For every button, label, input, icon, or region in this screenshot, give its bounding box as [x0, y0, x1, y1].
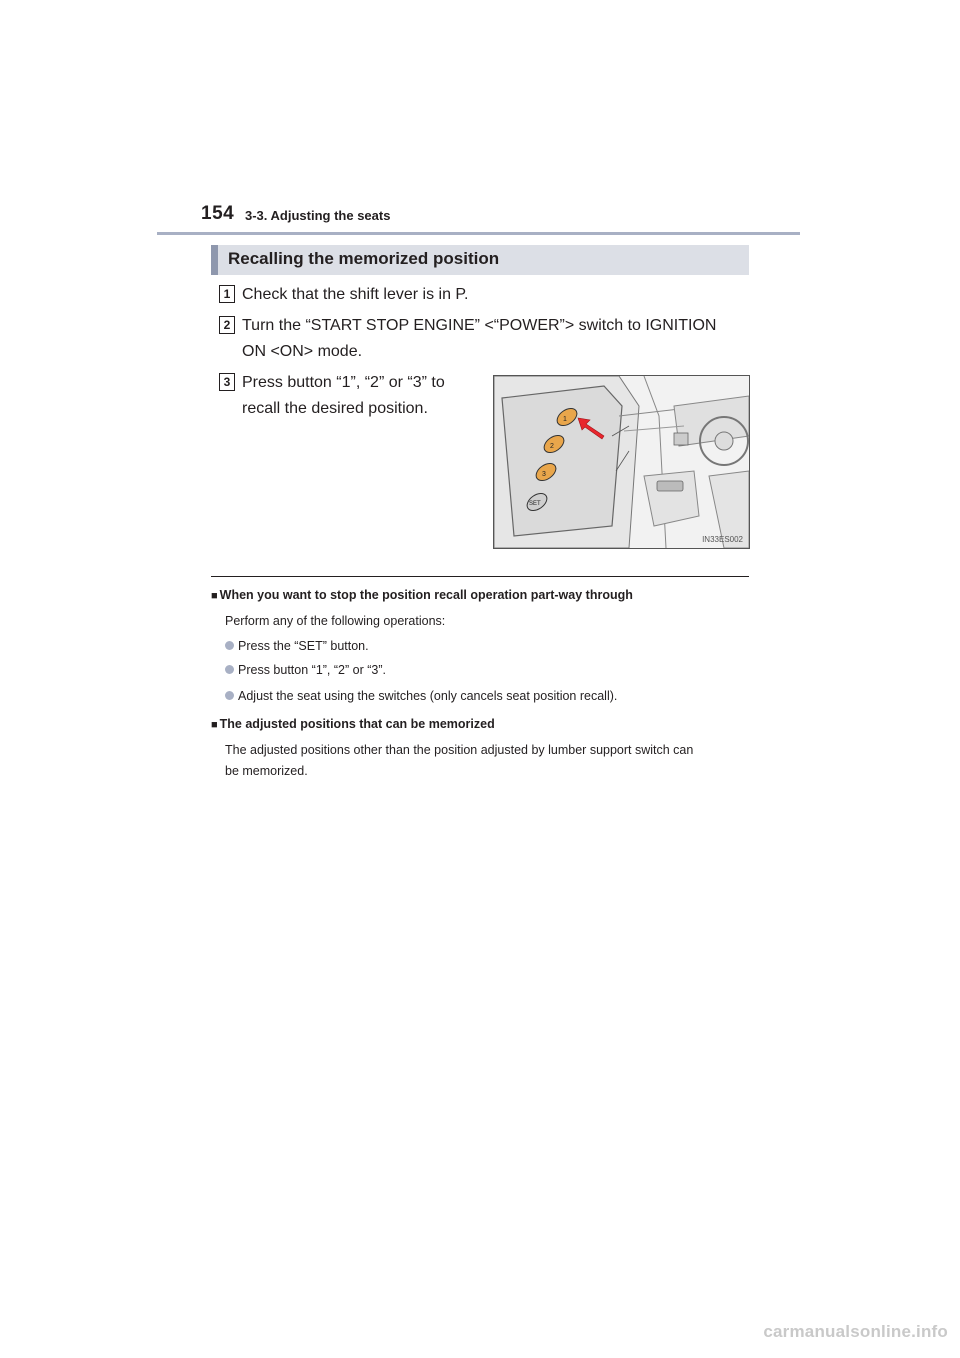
bullet-dot-icon [225, 665, 234, 674]
section-heading-text: Recalling the memorized position [228, 249, 500, 268]
figure-code: IN33ES002 [702, 535, 743, 544]
svg-text:1: 1 [563, 416, 567, 423]
section-title: 3-3. Adjusting the seats [245, 208, 391, 223]
step-1-badge: 1 [219, 285, 235, 303]
step-1-text: Check that the shift lever is in P. [242, 286, 469, 303]
svg-text:SET: SET [529, 501, 541, 507]
note-1-bullet-2 [225, 663, 386, 677]
page-number: 154 [201, 203, 235, 224]
note-1-bullet-1 [225, 639, 369, 653]
step-3-badge: 3 [219, 373, 235, 391]
square-bullet-icon: ■ [211, 590, 218, 602]
square-bullet-icon: ■ [211, 719, 218, 731]
bullet-text: Adjust the seat using the switches (only cancels seat position recall). [238, 689, 618, 703]
note-2-body-line2: be memorized. [225, 764, 308, 778]
header-divider [157, 232, 800, 235]
step-2-text-line2: ON <ON> mode. [242, 343, 363, 360]
bullet-dot-icon [225, 691, 234, 700]
step-3-text-line1: Press button “1”, “2” or “3” to [242, 374, 445, 391]
note-1-bullet-3 [225, 689, 617, 703]
note-2-title-text: The adjusted positions that can be memorized [219, 717, 495, 731]
section-heading [211, 245, 749, 275]
notes-divider [211, 576, 749, 577]
door-memory-buttons-illustration [493, 375, 750, 549]
bullet-text: Press button “1”, “2” or “3”. [238, 663, 386, 677]
note-1-title-text: When you want to stop the position recall operation part-way through [219, 588, 633, 602]
step-2-text-line1: Turn the “START STOP ENGINE” <“POWER”> switch to IGNITION [242, 317, 717, 334]
watermark: carmanualsonline.info [763, 1322, 948, 1341]
svg-text:2: 2 [550, 443, 554, 450]
step-3-text-line2: recall the desired position. [242, 400, 428, 417]
bullet-text: Press the “SET” button. [238, 639, 369, 653]
svg-text:3: 3 [542, 471, 546, 478]
step-2-badge: 2 [219, 316, 235, 334]
note-1-title [211, 588, 633, 602]
note-2-title [211, 717, 495, 731]
note-2-body-line1: The adjusted positions other than the position adjusted by lumber support switch can [225, 743, 694, 757]
bullet-dot-icon [225, 641, 234, 650]
note-1-intro: Perform any of the following operations: [225, 614, 446, 628]
